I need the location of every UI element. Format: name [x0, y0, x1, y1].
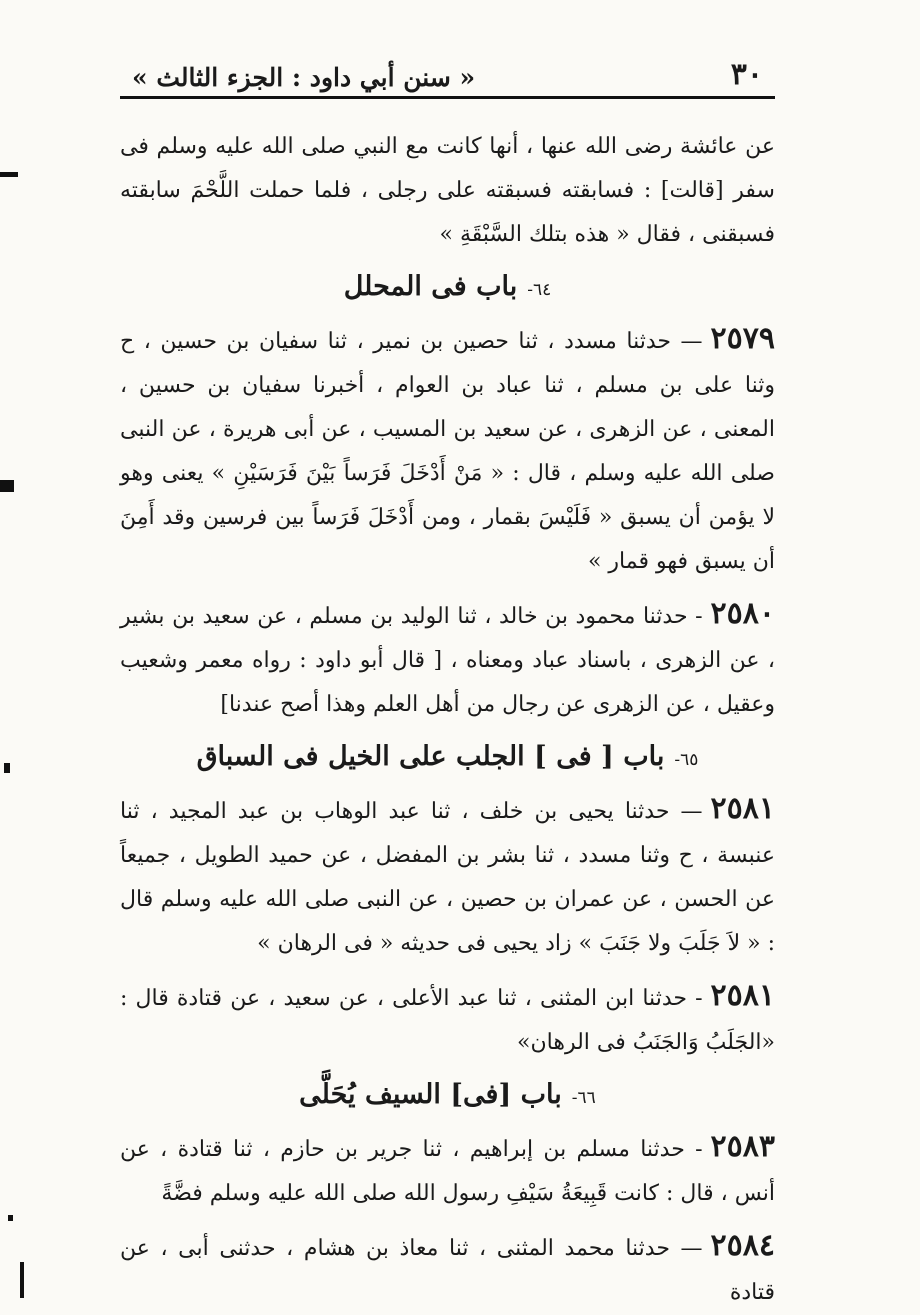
- margin-mark-5: [20, 1262, 24, 1298]
- chapter-number: ٦٥-: [674, 750, 699, 770]
- hadith-text: - حدثنا محمود بن خالد ، ثنا الوليد بن مسلم ، عن سعيد بن بشير ، عن الزهرى ، باسناد عباد ومعناه ، [ قال أبو داود : رواه معمر وشعيب وعقيل ، عن الزهرى عن رجال من أهل العلم وهذا أصح عندنا]: [120, 604, 775, 717]
- page-header: [120, 50, 775, 92]
- chapter-title: باب فى المحلل: [343, 271, 518, 302]
- margin-mark-4: [8, 1215, 13, 1221]
- hadith-number: ٢٥٨٠: [710, 596, 775, 631]
- book-page: [120, 50, 775, 1315]
- chapter-heading: [120, 1065, 775, 1125]
- page-number: ٣٠: [730, 57, 763, 92]
- paragraph-gap: [120, 1216, 775, 1224]
- chapter-heading: [120, 257, 775, 317]
- hadith-text: — حدثنا محمد المثنى ، ثنا معاذ بن هشام ، حدثنى أبى ، عن قتادة: [120, 1236, 775, 1305]
- hadith-number: ٢٥٧٩: [710, 321, 775, 356]
- hadith-paragraph: [120, 592, 775, 727]
- hadith-text: - حدثنا مسلم بن إبراهيم ، ثنا جرير بن حازم ، ثنا قتادة ، عن أنس ، قال : كانت قَبِيعَةُ سَيْفِ رسول الله صلى الله عليه وسلم فضَّةً: [120, 1137, 775, 1206]
- hadith-number: ٢٥٨١: [710, 978, 775, 1013]
- chapter-heading: [120, 727, 775, 787]
- hadith-paragraph: [120, 317, 775, 584]
- hadith-text: — حدثنا مسدد ، ثنا حصين بن نمير ، ثنا سفيان بن حسين ، ح وثنا على بن مسلم ، ثنا عباد بن العوام ، أخبرنا سفيان بن حسين ، المعنى ، عن الزهرى ، عن سعيد بن المسيب ، عن أبى هريرة ، عن النبى صلى الله عليه وسلم ، قال : « مَنْ أَدْخَلَ فَرَساً بَيْنَ فَرَسَيْنِ » يعنى وهو لا يؤمن أن يسبق « فَلَيْسَ بقمار ، ومن أَدْخَلَ فَرَساً بين فرسين وقد أَمِنَ أن يسبق فهو قمار »: [120, 329, 775, 574]
- margin-mark-3: [4, 763, 10, 773]
- hadith-text: عن عائشة رضى الله عنها ، أنها كانت مع النبي صلى الله عليه وسلم فى سفر [قالت] : فسابقته فسبقته على رجلى ، فلما حملت اللَّحْمَ سابقته فسبقنى ، فقال « هذه بتلك السَّبْقَةِ »: [120, 134, 775, 247]
- chapter-number: ٦٦-: [571, 1088, 596, 1108]
- hadith-paragraph: [120, 974, 775, 1065]
- chapter-title: باب [ فى ] الجلب على الخيل فى السباق: [196, 741, 665, 772]
- hadith-paragraph: [120, 1125, 775, 1216]
- hadith-number: ٢٥٨٣: [710, 1129, 775, 1164]
- hadith-text: — حدثنا يحيى بن خلف ، ثنا عبد الوهاب بن عبد المجيد ، ثنا عنبسة ، ح وثنا مسدد ، ثنا بشر بن المفضل ، عن حميد الطويل ، جميعاً عن الحسن ، عن عمران بن حصين ، عن النبى صلى الله عليه وسلم قال : « لاَ جَلَبَ ولا جَنَبَ » زاد يحيى فى حديثه « فى الرهان »: [120, 799, 775, 956]
- hadith-paragraph: [120, 1224, 775, 1315]
- paragraph-gap: [120, 966, 775, 974]
- paragraph-gap: [120, 584, 775, 592]
- hadith-text: - حدثنا ابن المثنى ، ثنا عبد الأعلى ، عن سعيد ، عن قتادة قال : «الجَلَبُ وَالجَنَبُ فى الرهان»: [120, 986, 775, 1055]
- chapter-number: ٦٤-: [527, 280, 552, 300]
- header-rule: [120, 96, 775, 99]
- margin-mark-2: [0, 480, 14, 492]
- hadith-number: ٢٥٨٤: [710, 1228, 775, 1263]
- running-title: « سنن أبي داود : الجزء الثالث »: [132, 63, 476, 92]
- hadith-paragraph: [120, 787, 775, 966]
- margin-mark-1: [0, 172, 18, 177]
- hadith-paragraph: [120, 125, 775, 257]
- chapter-title: باب [فى] السيف يُحَلَّى: [299, 1079, 562, 1110]
- page-content: [120, 125, 775, 1315]
- hadith-number: ٢٥٨١: [710, 791, 775, 826]
